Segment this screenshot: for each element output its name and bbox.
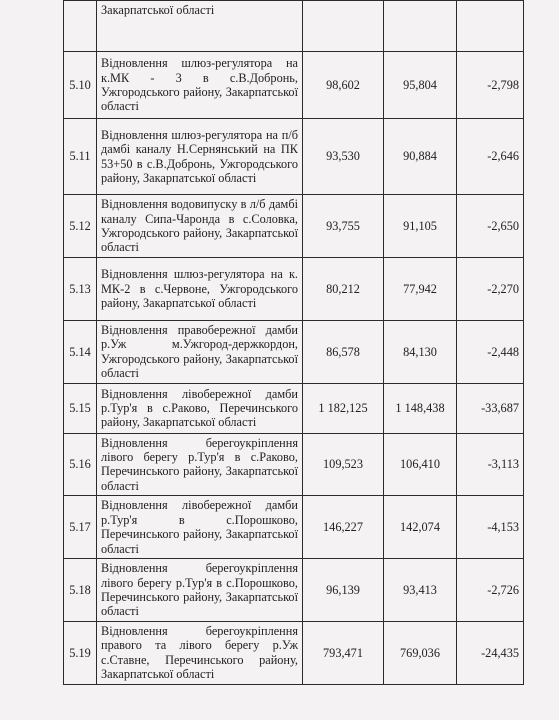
table-row [64,383,524,433]
row-number: 5.19 [64,621,97,684]
row-number [64,1,97,52]
row-number: 5.17 [64,496,97,559]
table-row [64,321,524,384]
row-value-1 [303,1,384,52]
row-value-1: 1 182,125 [303,383,384,433]
row-description: Відновлення берегоукріплення правого та лівого берегу р.Уж с.Ставне, Перечинського району, Закарпатської області [97,621,303,684]
row-value-3: -2,726 [457,559,524,622]
row-value-2: 769,036 [384,621,457,684]
table-row [64,195,524,258]
row-value-2 [384,1,457,52]
table-row [64,559,524,622]
row-value-2: 1 148,438 [384,383,457,433]
table-row [64,621,524,684]
row-value-1: 793,471 [303,621,384,684]
table-row [64,119,524,195]
row-value-3: -33,687 [457,383,524,433]
row-value-3: -24,435 [457,621,524,684]
row-value-2: 93,413 [384,559,457,622]
row-value-1: 80,212 [303,258,384,321]
row-value-2: 90,884 [384,119,457,195]
row-number: 5.14 [64,321,97,384]
row-value-2: 84,130 [384,321,457,384]
row-number: 5.18 [64,559,97,622]
row-number: 5.12 [64,195,97,258]
row-value-1: 93,530 [303,119,384,195]
row-value-3: -2,646 [457,119,524,195]
row-value-2: 142,074 [384,496,457,559]
row-value-1: 146,227 [303,496,384,559]
row-value-1: 96,139 [303,559,384,622]
row-description: Відновлення правобережної дамби р.Уж м.Ужгород-держкордон, Ужгородського району, Закарпатської області [97,321,303,384]
row-value-3: -3,113 [457,433,524,496]
row-number: 5.16 [64,433,97,496]
row-description: Відновлення берегоукріплення лівого берегу р.Тур'я в с.Раково, Перечинського району, Закарпатської області [97,433,303,496]
table-row [64,496,524,559]
row-description: Відновлення шлюз-регулятора на к. МК-2 в с.Червоне, Ужгородського району, Закарпатської області [97,258,303,321]
table-row [64,1,524,52]
row-value-1: 109,523 [303,433,384,496]
row-description: Закарпатської області [97,1,303,52]
row-description: Відновлення лівобережної дамби р.Тур'я в с.Порошково, Перечинського району, Закарпатської області [97,496,303,559]
row-value-1: 98,602 [303,52,384,119]
row-number: 5.10 [64,52,97,119]
row-description: Відновлення шлюз-регулятора на п/б дамбі каналу Н.Сернянський на ПК 53+50 в с.В.Добронь, Ужгородського району, Закарпатської області [97,119,303,195]
row-description: Відновлення берегоукріплення лівого берегу р.Тур'я в с.Порошково, Перечинського району, Закарпатської області [97,559,303,622]
row-value-1: 93,755 [303,195,384,258]
row-value-2: 95,804 [384,52,457,119]
row-value-2: 77,942 [384,258,457,321]
row-value-3: -2,448 [457,321,524,384]
row-description: Відновлення водовипуску в л/б дамбі каналу Сипа-Чаронда в с.Соловка, Ужгородського району, Закарпатської області [97,195,303,258]
row-value-2: 91,105 [384,195,457,258]
row-description: Відновлення лівобережної дамби р.Тур'я в с.Раково, Перечинського району, Закарпатської області [97,383,303,433]
row-value-3: -2,650 [457,195,524,258]
row-number: 5.11 [64,119,97,195]
row-value-1: 86,578 [303,321,384,384]
row-description: Відновлення шлюз-регулятора на к.МК - 3 в с.В.Добронь, Ужгородського району, Закарпатської області [97,52,303,119]
table-row [64,52,524,119]
estimate-table [63,0,524,685]
row-value-3 [457,1,524,52]
table-row [64,258,524,321]
row-value-3: -2,270 [457,258,524,321]
row-value-3: -2,798 [457,52,524,119]
row-value-2: 106,410 [384,433,457,496]
row-number: 5.13 [64,258,97,321]
table-row [64,433,524,496]
row-number: 5.15 [64,383,97,433]
row-value-3: -4,153 [457,496,524,559]
